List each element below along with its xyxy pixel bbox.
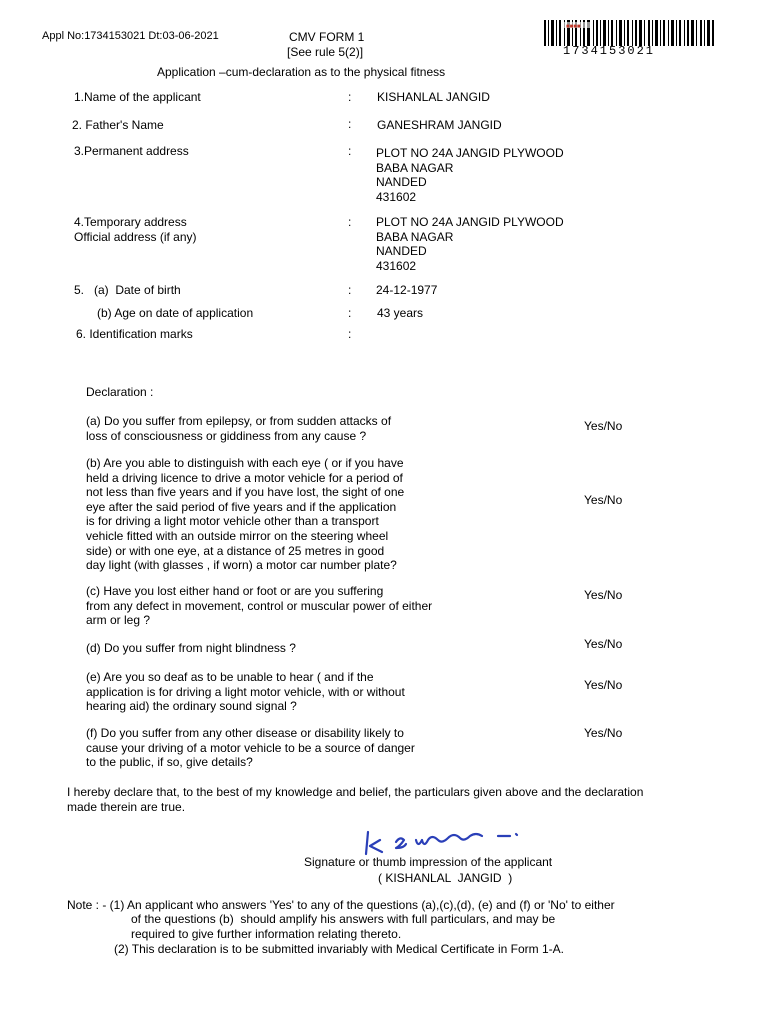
- field-label-father-name: 2. Father's Name: [72, 118, 164, 132]
- field-label-permanent-address: 3.Permanent address: [74, 144, 189, 158]
- application-number: Appl No:1734153021 Dt:03-06-2021: [42, 30, 219, 42]
- question-c: [86, 584, 432, 628]
- question-line: eye after the said period of five years and if the application: [86, 499, 397, 514]
- address-line: 431602: [376, 189, 417, 204]
- field-colon: :: [348, 327, 352, 341]
- label-line: 4.Temporary address: [74, 215, 187, 229]
- address-line: NANDED: [376, 175, 427, 190]
- field-value-age: 43 years: [377, 306, 424, 320]
- answer-d: Yes/No: [584, 637, 623, 651]
- question-line: (f) Do you suffer from any other disease or disability likely to: [86, 726, 404, 740]
- statement-line: I hereby declare that, to the best of my knowledge and belief, the particulars given above and the declaration: [67, 785, 644, 799]
- signature-caption: Signature or thumb impression of the applicant: [304, 855, 553, 869]
- question-line: (a) Do you suffer from epilepsy, or from sudden attacks of: [86, 414, 392, 428]
- declaration-statement: [67, 785, 643, 814]
- field-colon: :: [348, 215, 352, 229]
- field-value-temporary-address: [376, 215, 564, 273]
- question-line: from any defect in movement, control or muscular power of either: [86, 598, 433, 613]
- answer-c: Yes/No: [584, 588, 623, 602]
- field-label-temporary-address: [74, 215, 197, 244]
- field-value-father-name: GANESHRAM JANGID: [377, 118, 502, 132]
- question-line: cause your driving of a motor vehicle to be a source of danger: [86, 740, 415, 755]
- address-line: NANDED: [376, 244, 427, 259]
- svg-text:■■■■: ■■■■: [566, 24, 581, 30]
- question-line: arm or leg ?: [86, 613, 151, 628]
- rule-reference: [See rule 5(2)]: [287, 45, 364, 59]
- barcode-number: 1734153021: [563, 44, 656, 58]
- field-label-age: (b) Age on date of application: [97, 306, 254, 320]
- answer-b: Yes/No: [584, 493, 623, 507]
- field-value-permanent-address: [376, 146, 564, 204]
- question-line: loss of consciousness or giddiness from any cause ?: [86, 428, 367, 443]
- question-line: vehicle fitted with an outside mirror on the steering wheel: [86, 528, 389, 543]
- question-line: side) or with one eye, at a distance of 25 metres in good: [86, 543, 385, 558]
- field-colon: :: [348, 283, 352, 297]
- field-colon: :: [348, 306, 352, 320]
- question-b: [86, 456, 404, 573]
- form-subtitle: Application –cum-declaration as to the physical fitness: [157, 65, 446, 79]
- address-line: 431602: [376, 258, 417, 273]
- question-line: (c) Have you lost either hand or foot or are you suffering: [86, 584, 384, 598]
- question-line: application is for driving a light motor vehicle, with or without: [86, 684, 405, 699]
- question-line: hearing aid) the ordinary sound signal ?: [86, 699, 297, 714]
- label-line: Official address (if any): [74, 229, 197, 244]
- signature-icon: [360, 818, 530, 860]
- question-d: (d) Do you suffer from night blindness ?: [86, 641, 296, 655]
- address-line: BABA NAGAR: [376, 229, 454, 244]
- field-label-name: 1.Name of the applicant: [74, 90, 201, 104]
- question-line: held a driving licence to drive a motor vehicle for a period of: [86, 470, 403, 485]
- question-line: (e) Are you so deaf as to be unable to hear ( and if the: [86, 670, 374, 684]
- field-value-date-of-birth: 24-12-1977: [376, 283, 438, 297]
- field-colon: :: [348, 90, 352, 104]
- barcode-icon: [544, 20, 714, 46]
- signature-name: ( KISHANLAL JANGID ): [378, 871, 513, 885]
- address-line: PLOT NO 24A JANGID PLYWOOD: [376, 146, 564, 160]
- address-line: BABA NAGAR: [376, 160, 454, 175]
- field-label-identification-marks: 6. Identification marks: [76, 327, 193, 341]
- form-title: CMV FORM 1: [289, 30, 365, 44]
- statement-line: made therein are true.: [67, 799, 186, 814]
- field-colon: :: [348, 144, 352, 158]
- question-line: (b) Are you able to distinguish with each eye ( or if you have: [86, 456, 404, 470]
- note-line-3: required to give further information relating thereto.: [131, 927, 402, 941]
- question-e: [86, 670, 405, 714]
- field-value-name: KISHANLAL JANGID: [377, 90, 490, 104]
- field-label-date-of-birth: 5. (a) Date of birth: [74, 283, 181, 297]
- field-colon: :: [348, 117, 352, 131]
- note-line-4: (2) This declaration is to be submitted invariably with Medical Certificate in Form 1-A.: [114, 942, 564, 956]
- question-f: [86, 726, 415, 770]
- note-line-1: Note : - (1) An applicant who answers 'Yes' to any of the questions (a),(c),(d), (e) and (f) or 'No' to either: [67, 898, 615, 912]
- question-line: to the public, if so, give details?: [86, 755, 253, 770]
- address-line: PLOT NO 24A JANGID PLYWOOD: [376, 215, 564, 229]
- note-line-2: of the questions (b) should amplify his answers with full particulars, and may be: [131, 912, 556, 926]
- question-line: day light (with glasses , if worn) a motor car number plate?: [86, 558, 397, 573]
- question-line: not less than five years and if you have lost, the sight of one: [86, 485, 405, 500]
- question-line: is for driving a light motor vehicle other than a transport: [86, 514, 379, 529]
- question-a: [86, 414, 391, 443]
- answer-e: Yes/No: [584, 678, 623, 692]
- declaration-heading: Declaration :: [86, 385, 154, 399]
- answer-a: Yes/No: [584, 419, 623, 433]
- answer-f: Yes/No: [584, 726, 623, 740]
